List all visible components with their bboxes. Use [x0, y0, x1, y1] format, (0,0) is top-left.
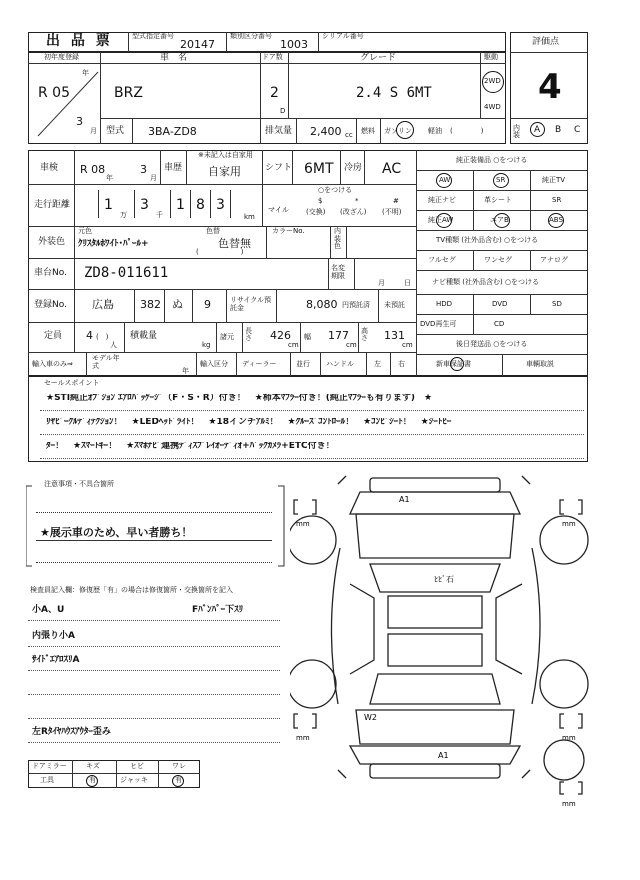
tv-type-label: TV種類 (社外品含む) ○をつける — [436, 236, 539, 244]
later-warranty: 新車保証書 — [436, 360, 471, 368]
first-reg-era: R 05 — [38, 85, 70, 101]
mileage-opt-unknown: (不明) — [382, 208, 402, 216]
equip-airbag: エアB — [490, 216, 509, 224]
mileage-digit-1: 1 — [104, 197, 113, 213]
grade-label: グレード — [360, 53, 397, 63]
score-label: 評価点 — [532, 37, 560, 47]
mm-rear-right: mm — [562, 734, 576, 742]
drive-4wd: 4WD — [484, 103, 501, 111]
ac-value: AC — [382, 161, 402, 177]
class-code-label: 類別区分番号 — [230, 32, 272, 40]
mileage-opt-tamper-sym: * — [355, 197, 359, 205]
mileage-opt-exchange: (交換) — [306, 208, 326, 216]
inspection-month-unit: 月 — [150, 174, 157, 182]
nav-type-label: ナビ種類 (社外品含む) ○をつける — [432, 278, 540, 286]
name-change-day: 日 — [404, 279, 411, 287]
car-name-value: BRZ — [114, 85, 143, 101]
legend-tools: 工具 — [40, 776, 54, 784]
mileage-opt-tamper: (改ざん) — [340, 208, 367, 216]
car-damage-diagram — [290, 474, 590, 814]
inspection-year-unit: 年 — [106, 174, 113, 182]
tv-analog: アナログ — [540, 256, 568, 264]
type-value: 3BA-ZD8 — [148, 125, 197, 138]
legend-scratch: キズ — [86, 762, 100, 770]
later-manual: 車輌取説 — [526, 360, 554, 368]
width-unit: cm — [346, 341, 357, 349]
length-value: 426 — [270, 329, 291, 342]
tv-oneseg: ワンセグ — [484, 256, 512, 264]
equip-sr-top: SR — [496, 176, 506, 184]
mileage-unit-man: 万 — [120, 211, 127, 219]
legend-jack-value: 有 — [175, 776, 182, 784]
length-unit: cm — [288, 341, 299, 349]
equip-abs: ABS — [549, 216, 563, 224]
recycle-value: 8,080 — [306, 298, 338, 311]
drive-2wd: 2WD — [484, 77, 501, 85]
type-label: 型式 — [106, 126, 125, 136]
width-label: 幅 — [304, 333, 311, 341]
inspector-line-1a: 小A、U — [32, 605, 65, 615]
sales-line-3: ﾀｰ！ ★ｽﾏｰﾄｷｰ！ ★ｽﾏﾎﾅﾋﾞ連携ﾃﾞｨｽﾌﾟﾚｲｵｰﾃﾞｨｵ+ﾊﾞｯｸｶﾒﾗ+ETC付き！ — [46, 442, 335, 451]
car-name-label: 車 名 — [160, 53, 188, 63]
mileage-digit-2: 3 — [140, 197, 149, 213]
mm-spare: mm — [562, 800, 576, 808]
recycle-unpaid: 未預託 — [384, 301, 405, 309]
equip-leather: 革シート — [484, 196, 512, 204]
chassis-label: 車台No. — [34, 268, 67, 278]
equip-aw2: 純正AW — [428, 216, 454, 224]
tv-fullseg: フルセグ — [428, 256, 456, 264]
nav-sd: SD — [552, 300, 562, 308]
nav-dvd: DVD — [492, 300, 508, 308]
load-unit: kg — [202, 341, 211, 349]
equip-aw: AW — [439, 176, 451, 184]
capacity-paren: ( ) — [96, 333, 109, 341]
shift-value: 6MT — [304, 161, 334, 177]
width-value: 177 — [328, 329, 349, 342]
first-reg-month: 3 — [76, 115, 83, 128]
inspector-line-4: 左Rﾀｲﾔﾊｳｽｱｳﾀｰ歪み — [32, 727, 111, 737]
length-label: 長さ — [245, 327, 252, 342]
displacement-value: 2,400 — [310, 125, 342, 138]
load-label: 積載量 — [130, 331, 158, 341]
recycle-unit: 円預託済 — [342, 301, 370, 309]
mileage-digit-5: 3 — [216, 197, 225, 213]
equip-tv: 純正TV — [542, 176, 566, 184]
fuel-other: ( ) — [450, 127, 484, 135]
note-1: ★展示車のため、早い者勝ち！ — [40, 526, 193, 539]
month-unit: 月 — [90, 127, 97, 135]
import-class-label: 輸入区分 — [200, 360, 228, 368]
legend-crack: ヒビ — [130, 762, 144, 770]
doors-label: ドア数 — [262, 53, 283, 61]
inspection-label: 車検 — [40, 163, 59, 173]
import-parallel: 並行 — [296, 360, 310, 368]
legend-jack: ジャッキ — [120, 776, 148, 784]
name-change-month: 月 — [378, 279, 385, 287]
reg-kana: ぬ — [172, 298, 183, 311]
reg-number: 9 — [204, 298, 211, 311]
recycle-label: リサイクル預託金 — [230, 296, 272, 313]
mileage-opt-exchange-sym: $ — [318, 197, 323, 205]
equipment-standard-label: 純正装備品 ○をつける — [456, 156, 528, 164]
chassis-value: ZD8-011611 — [84, 265, 169, 281]
equip-nav: 純正ナビ — [428, 196, 456, 204]
displacement-label: 排気量 — [265, 126, 293, 136]
later-label: 後日発送品 ○をつける — [456, 340, 528, 348]
height-value: 131 — [384, 329, 405, 342]
interior-label: 内装 — [513, 124, 520, 139]
grade-value: 2.4 S 6MT — [356, 85, 432, 101]
fuel-diesel: 軽油 — [428, 127, 442, 135]
class-code-value: 1003 — [280, 38, 308, 51]
mileage-digit-4: 8 — [196, 197, 205, 213]
color-change-value: 色替無 — [218, 237, 251, 250]
form-title: 出 品 票 — [46, 33, 113, 49]
equip-sr: SR — [552, 196, 562, 204]
doors-value: 2 — [270, 85, 279, 101]
color-change-label: 色替 — [206, 227, 220, 235]
drive-label: 駆動 — [484, 53, 498, 61]
mileage-opt-mile: マイル — [268, 206, 289, 214]
name-change-label: 名変期限 — [331, 264, 345, 281]
capacity-value: 4 — [86, 329, 93, 342]
mileage-digit-3: 1 — [176, 197, 185, 213]
legend-break: ワレ — [172, 762, 186, 770]
color-label: 外装色 — [38, 237, 66, 247]
ac-label: 冷房 — [344, 163, 363, 173]
inspector-line-2: 内張り小A — [32, 631, 75, 641]
interior-b: B — [555, 125, 562, 135]
color-orig-value: ｸﾘｽﾀﾙﾎﾜｲﾄ･ﾊﾟｰﾙ+ — [78, 239, 149, 249]
sales-label: セールスポイント — [44, 379, 100, 387]
mileage-label: 走行距離 — [34, 200, 71, 210]
inspection-value: R 08 — [80, 163, 106, 176]
fuel-label: 燃料 — [361, 127, 375, 135]
sales-line-1: ★STI純正ｵﾌﾟｼｮﾝ ｴｱﾛﾊﾟｯｹｰｼﾞ（F・S・R）付き！ ★柿本ﾏﾌﾗｰ付き！(純正ﾏﾌﾗｰも有ります) ★ — [46, 394, 433, 403]
mm-front-left: mm — [296, 520, 310, 528]
reg-area: 広島 — [92, 298, 114, 311]
mileage-circle-note: ○をつける — [318, 186, 353, 194]
diagram-hibi: ﾋﾋﾞ石 — [434, 575, 454, 584]
mileage-unit-km: km — [244, 213, 255, 221]
nav-cd: CD — [494, 320, 505, 328]
door-type: D — [280, 107, 286, 115]
mileage-unit-sen: 千 — [156, 211, 163, 219]
model-year-label: モデル年式 — [92, 354, 120, 370]
mm-front-right: mm — [562, 520, 576, 528]
model-year-unit: 年 — [182, 367, 189, 375]
mm-rear-left: mm — [296, 734, 310, 742]
reg-label: 登録No. — [34, 300, 67, 310]
handle-right: 右 — [398, 360, 405, 368]
legend-tools-value: 有 — [89, 776, 96, 784]
cc-unit: cc — [345, 131, 353, 139]
first-reg-label: 初年度登録 — [44, 53, 79, 61]
interior-c: C — [574, 125, 581, 135]
interior-color-label: 内装色 — [334, 227, 341, 251]
model-code-label: 型式指定番号 — [132, 32, 174, 40]
color-paren: ( ) — [196, 248, 244, 256]
inspection-month: 3 — [140, 163, 147, 176]
height-label: 高さ — [361, 327, 368, 342]
history-note: ※未記入は自家用 — [198, 151, 253, 159]
history-label: 車歴 — [164, 163, 183, 173]
diagram-w2: W2 — [364, 713, 377, 722]
handle-left: 左 — [374, 360, 381, 368]
fuel-gas: ガソリン — [384, 127, 412, 135]
sales-line-2: ﾘﾔﾋﾞｰｸﾙﾃﾞｨﾃｸｼｮﾝ！ ★LEDﾍｯﾄﾞﾗｲﾄ！ ★18インチｱﾙﾐ！ ★ｸﾙｰｽﾞｺﾝﾄﾛｰﾙ！ ★ｺﾝﾋﾞｼｰﾄ！ ★ｼｰﾄﾋｰ — [46, 418, 452, 427]
inspector-line-1b: Fﾊﾞﾝﾊﾟｰ下ｽﾘ — [192, 605, 244, 615]
shift-label: シフト — [265, 163, 293, 173]
notes-label: 注意事項・不具合箇所 — [44, 480, 114, 488]
model-code-value: 20147 — [180, 38, 215, 51]
reg-class: 382 — [140, 298, 161, 311]
import-label: 輸入車のみ⇒ — [32, 360, 73, 368]
dims-label: 諸元 — [220, 333, 234, 341]
score-value: 4 — [538, 67, 562, 107]
year-unit: 年 — [82, 69, 89, 77]
diagram-a1-top: A1 — [399, 495, 410, 504]
color-orig-label: 元色 — [78, 227, 92, 235]
handle-label: ハンドル — [326, 360, 354, 368]
history-value: 自家用 — [208, 165, 241, 178]
diagram-a1-bottom: A1 — [438, 751, 449, 760]
inspector-label: 検査員記入欄：修復歴「有」の場合は修復箇所・交換箇所を記入 — [30, 586, 233, 594]
legend-door-mirror: ドアミラー — [32, 762, 67, 770]
import-dealer: ディーラー — [242, 360, 277, 368]
inspector-line-3: ｻｲﾄﾞｴｱﾛｽﾘA — [32, 655, 80, 665]
interior-a: A — [534, 125, 541, 135]
height-unit: cm — [402, 341, 413, 349]
serial-label: シリアル番号 — [322, 32, 364, 40]
capacity-unit: 人 — [110, 341, 117, 349]
color-no-label: カラーNo. — [272, 227, 305, 235]
nav-dvd-play: DVD再生可 — [420, 320, 457, 328]
mileage-opt-unknown-sym: # — [393, 197, 399, 205]
nav-hdd: HDD — [436, 300, 453, 308]
capacity-label: 定員 — [44, 331, 63, 341]
